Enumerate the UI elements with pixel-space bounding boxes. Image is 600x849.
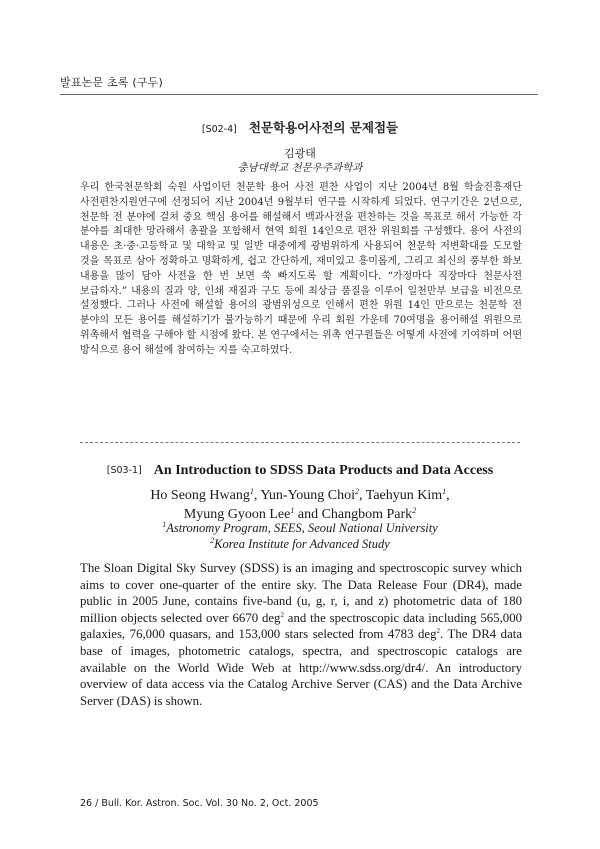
author: Ho Seong Hwang (150, 488, 250, 503)
author: Yun-Young Choi (260, 488, 356, 503)
abstract-body: 우리 한국천문학회 숙원 사업이던 천문학 용어 사전 편찬 사업이 지난 2004년 8월 학술진흥재단 사전편찬지원연구에 선정되어 지난 2004년 9월부터 연구를 시작하게 되었다. 연구기간은 2년으로, 천문학 전 분야에 걸쳐 중요 핵심 용어를 해설해서 백과사전을 편찬하는 것을 목표로 해서 가능한 각 분야를 최대한 망라해서 총괄을 포함해서 현역 회원 14인으로 편찬 위원회를 구성했다. 용어 사전의 내용은 초·중·고등학교 및 대학교 및 일반 대중에게 광범위하게 사용되어 천문학 저변확대를 도모할 것을 목표로 삼아 정확하고 명확하게, 쉽고 간단하게, 재미있고 흥미롭게, 그리고 최신의 풍부한 화보 내용을 많이 담아 사전을 한 번 보면 쑥 빠지도록 할 계획이다. “가정마다 직장마다 천문사전 보급하자.” 내용의 질과 양, 인쇄 재질과 구도 등에 최상급 품질을 이루어 일천만부 보급을 비전으로 설정했다. 그러나 사전에 해설할 용어의 광범위성으로 인해서 편찬 위원 14인 만으로는 천문학 전 분야의 모든 용어를 해설하기가 불가능하기 때문에 우리 회원 가운데 70여명을 용어해설 위원으로 위촉해서 협력을 구해야 할 시점에 왔다. 본 연구에서는 위촉 연구원들은 어떻게 사전에 기여하며 어떤 방식으로 용어 해설에 참여하는 지를 숙고하였다. (80, 182, 522, 356)
affiliation-list (0, 520, 600, 552)
affiliation-mark: 2 (412, 506, 417, 515)
section-header: 발표논문 초록 (구두) (60, 76, 163, 89)
affiliation: 충남대학교 천문우주과학과 (237, 162, 363, 174)
conjunction: and (297, 507, 319, 522)
abstract-divider (80, 442, 520, 443)
page-footer: 26 / Bull. Kor. Astron. Soc. Vol. 30 No. 2, Oct. 2005 (80, 798, 319, 809)
author: Taehyun Kim (365, 488, 443, 503)
affiliation-mark: 2 (355, 487, 360, 496)
affiliation-mark: 1 (442, 487, 447, 496)
author: Myung Gyoon Lee (183, 507, 291, 522)
affiliation-mark: 2 (210, 536, 215, 545)
author: 김광태 (284, 147, 316, 160)
affiliation-mark: 1 (162, 520, 167, 529)
abstract-body: The Sloan Digital Sky Survey (SDSS) is an imaging and spectroscopic survey which aims to cover one-quarter of the entire sky. The Data Release Four (DR4), made public in 2005 June, contains five-band (u, g, r, i, and z) photometric data of 180 million objects selected over 6670 deg$^2$ and the spectroscopic data including 565,000 galaxies, 76,000 quasars, and 153,000 stars selected from 4783 deg$^2$. The DR4 data base of images, photometric catalogs, spectra, and spectroscopic catalogs are available on the World Wide Web at http://www.sdss.org/dr4/. An introductory overview of data access via the Catalog Archive Server (CAS) and the Data Archive Server (DAS) is shown. (80, 561, 522, 708)
superscript: 2 (280, 610, 284, 619)
abstract-title: 천문학용어사전의 문제점들 (248, 120, 399, 135)
header-rule (60, 94, 538, 95)
author-line-1: Ho Seong Hwang$^1$, Yun-Young Choi$^2$, Taehyun Kim$^1$, (150, 487, 450, 503)
superscript: 2 (436, 627, 440, 636)
english-abstract-heading (0, 461, 600, 479)
abstract-code: [S02-4] (201, 124, 237, 135)
author: Changbom Park (321, 507, 413, 522)
affiliation-mark: 1 (249, 487, 254, 496)
abstract-code: [S03-1] (106, 465, 142, 476)
affiliation: $^2$Korea Institute for Advanced Study (210, 536, 390, 551)
affiliation: $^1$Astronomy Program, SEES, Seoul National University (162, 520, 438, 535)
affiliation-mark: 1 (290, 506, 295, 515)
author-list (0, 486, 600, 524)
korean-abstract-heading (0, 117, 600, 136)
abstract-title: An Introduction to SDSS Data Products and Data Access (153, 463, 494, 478)
